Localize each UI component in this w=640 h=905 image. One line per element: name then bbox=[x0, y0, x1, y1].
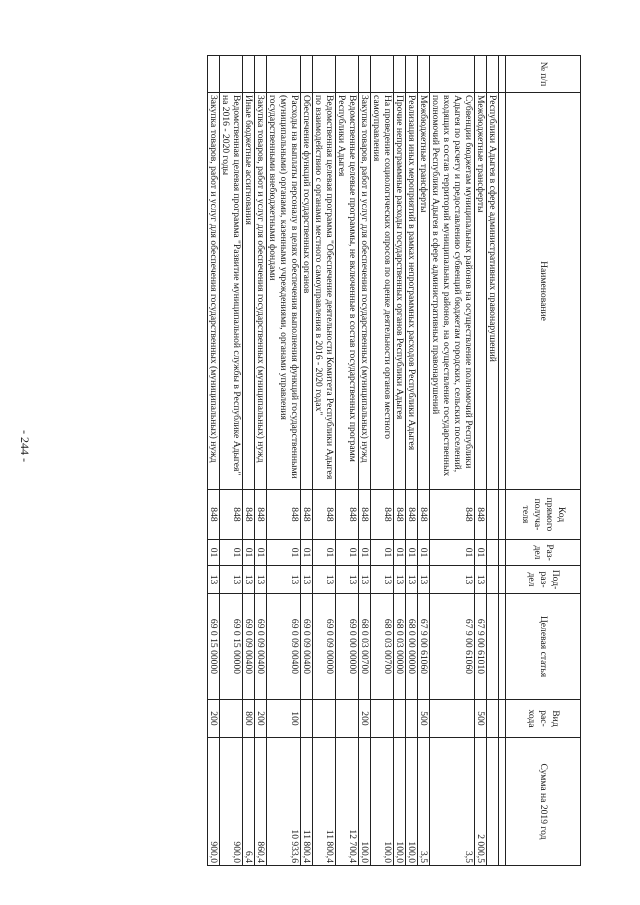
cell-name: Ведомственные целевые программы, не включенные в состав государственных программ Республики Адыгея bbox=[336, 93, 359, 490]
cell-razdel: 01 bbox=[418, 540, 430, 566]
cell-vid: 500 bbox=[475, 700, 487, 738]
cell-podrazdel: 13 bbox=[255, 566, 267, 594]
cell-target: 69 0 15 00000 bbox=[208, 594, 220, 700]
cell-code: 848 bbox=[418, 490, 430, 540]
table-row bbox=[475, 56, 487, 866]
cell-vid bbox=[336, 700, 359, 738]
cell-sum: 3,5 bbox=[430, 738, 475, 866]
cell-name: Закупка товаров, работ и услуг для обеспечения государственных (муниципальных) нужд bbox=[255, 93, 267, 490]
cell-target: 69 0 09 00400 bbox=[255, 594, 267, 700]
table-row bbox=[406, 56, 418, 866]
cell-vid: 100 bbox=[267, 700, 301, 738]
cell-code bbox=[487, 490, 499, 540]
cell-code: 848 bbox=[208, 490, 220, 540]
page-number: - 244 - bbox=[18, 430, 32, 462]
cell-vid: 200 bbox=[255, 700, 267, 738]
cell-name: Межбюджетные трансферты bbox=[418, 93, 430, 490]
cell-razdel: 01 bbox=[243, 540, 255, 566]
table-row bbox=[336, 56, 359, 866]
cell-vid: 200 bbox=[359, 700, 371, 738]
header-vid: Вид рас- хода bbox=[506, 700, 581, 738]
cell-razdel: 01 bbox=[359, 540, 371, 566]
table-row bbox=[430, 56, 475, 866]
cell-name: Иные бюджетные ассигнования bbox=[243, 93, 255, 490]
cell-num bbox=[220, 56, 243, 93]
cell-podrazdel: 13 bbox=[475, 566, 487, 594]
cell-podrazdel bbox=[487, 566, 499, 594]
cell-name: Прочие непрограммные расходы государственных органов Республики Адыгея bbox=[394, 93, 406, 490]
cell-sum: 900,0 bbox=[208, 738, 220, 866]
cell-vid: 500 bbox=[418, 700, 430, 738]
cell-target bbox=[487, 594, 499, 700]
cell-podrazdel: 13 bbox=[430, 566, 475, 594]
cell-code: 848 bbox=[220, 490, 243, 540]
table-row bbox=[371, 56, 394, 866]
cell-name: Республики Адыгея в сфере административных правонарушений bbox=[487, 93, 499, 490]
header-name: Наименование bbox=[506, 93, 581, 490]
cell-razdel: 01 bbox=[267, 540, 301, 566]
cell-name: Ведомственная целевая программа "Обеспечение деятельности Комитета Республики Адыгея по взаимодействию с органами местного самоуправления в 2016 - 2020 годах" bbox=[313, 93, 336, 490]
cell-razdel: 01 bbox=[301, 540, 313, 566]
cell-podrazdel: 13 bbox=[208, 566, 220, 594]
cell-num bbox=[406, 56, 418, 93]
cell-num bbox=[475, 56, 487, 93]
cell-target: 68 0 03 00700 bbox=[359, 594, 371, 700]
cell-name: Закупка товаров, работ и услуг для обеспечения государственных (муниципальных) нужд bbox=[359, 93, 371, 490]
table-row bbox=[359, 56, 371, 866]
cell-podrazdel: 13 bbox=[406, 566, 418, 594]
cell-razdel: 01 bbox=[394, 540, 406, 566]
cell-podrazdel: 13 bbox=[418, 566, 430, 594]
blank-row bbox=[499, 56, 506, 866]
cell-sum: 10 933,6 bbox=[267, 738, 301, 866]
cell-num bbox=[430, 56, 475, 93]
cell-num bbox=[313, 56, 336, 93]
rotated-table-container bbox=[123, 55, 581, 865]
cell-vid bbox=[371, 700, 394, 738]
cell-vid bbox=[301, 700, 313, 738]
cell-num bbox=[243, 56, 255, 93]
cell-razdel bbox=[487, 540, 499, 566]
cell-code: 848 bbox=[406, 490, 418, 540]
cell-sum: 100,0 bbox=[394, 738, 406, 866]
cell-num bbox=[487, 56, 499, 93]
header-row bbox=[506, 56, 581, 866]
cell-sum: 11 800,4 bbox=[313, 738, 336, 866]
cell-code: 848 bbox=[301, 490, 313, 540]
cell-target: 68 0 00 00000 bbox=[406, 594, 418, 700]
cell-target: 69 0 09 00400 bbox=[301, 594, 313, 700]
cell-code: 848 bbox=[394, 490, 406, 540]
cell-target: 69 0 09 00400 bbox=[267, 594, 301, 700]
budget-table bbox=[207, 55, 581, 866]
cell-name: Обеспечение функций государственных органов bbox=[301, 93, 313, 490]
cell-podrazdel: 13 bbox=[313, 566, 336, 594]
cell-vid bbox=[487, 700, 499, 738]
cell-razdel: 01 bbox=[475, 540, 487, 566]
header-sum: Сумма на 2019 год bbox=[506, 738, 581, 866]
cell-razdel: 01 bbox=[208, 540, 220, 566]
cell-num bbox=[301, 56, 313, 93]
header-razdel: Раз- дел bbox=[506, 540, 581, 566]
cell-name: Межбюджетные трансферты bbox=[475, 93, 487, 490]
cell-sum: 100,0 bbox=[406, 738, 418, 866]
cell-name: Ведомственная целевая программа "Развитие муниципальной службы в Республике Адыгея" на 2016 - 2020 годы bbox=[220, 93, 243, 490]
cell-podrazdel: 13 bbox=[394, 566, 406, 594]
cell-code: 848 bbox=[255, 490, 267, 540]
cell-sum: 860,4 bbox=[255, 738, 267, 866]
cell-sum: 3,5 bbox=[418, 738, 430, 866]
cell-name: Расходы на выплаты персоналу в целях обеспечения выполнения функций государственными (муниципальными) органами, казенными учреждениями, органами управления государственными внебюджетными фондами bbox=[267, 93, 301, 490]
cell-target: 69 0 15 00000 bbox=[220, 594, 243, 700]
table-row bbox=[220, 56, 243, 866]
cell-vid: 200 bbox=[208, 700, 220, 738]
cell-vid bbox=[406, 700, 418, 738]
table-row bbox=[243, 56, 255, 866]
header-target: Целевая статья bbox=[506, 594, 581, 700]
cell-razdel: 01 bbox=[313, 540, 336, 566]
cell-podrazdel: 13 bbox=[220, 566, 243, 594]
cell-code: 848 bbox=[267, 490, 301, 540]
cell-code: 848 bbox=[475, 490, 487, 540]
cell-razdel: 01 bbox=[430, 540, 475, 566]
cell-code: 848 bbox=[371, 490, 394, 540]
cell-sum bbox=[487, 738, 499, 866]
cell-razdel: 01 bbox=[406, 540, 418, 566]
table-body bbox=[208, 56, 499, 866]
cell-code: 848 bbox=[313, 490, 336, 540]
cell-vid: 800 bbox=[243, 700, 255, 738]
cell-target: 69 0 09 00400 bbox=[243, 594, 255, 700]
cell-sum: 11 800,4 bbox=[301, 738, 313, 866]
cell-target: 68 0 03 00700 bbox=[371, 594, 394, 700]
cell-name: Субвенции бюджетам муниципальных районов на осуществление полномочий Республики Адыгея по расчету и предоставлению субвенций бюджетам городских, сельских поселений, входящих в состав территорий муниципальных районов, на осуществление государственных полномочий Республики Адыгея в сфере административных правонарушений bbox=[430, 93, 475, 490]
cell-podrazdel: 13 bbox=[336, 566, 359, 594]
cell-target: 67 9 00 61010 bbox=[475, 594, 487, 700]
cell-razdel: 01 bbox=[220, 540, 243, 566]
cell-razdel: 01 bbox=[255, 540, 267, 566]
cell-num bbox=[255, 56, 267, 93]
cell-code: 848 bbox=[430, 490, 475, 540]
cell-name: На проведение социологических опросов по оценке деятельности органов местного самоуправления bbox=[371, 93, 394, 490]
cell-code: 848 bbox=[336, 490, 359, 540]
table-row bbox=[267, 56, 301, 866]
table-row bbox=[418, 56, 430, 866]
cell-target: 67 9 00 61060 bbox=[418, 594, 430, 700]
cell-target: 68 0 03 00000 bbox=[394, 594, 406, 700]
cell-target: 69 0 09 00000 bbox=[313, 594, 336, 700]
cell-name: Реализация иных мероприятий в рамках непрограммных расходов Республики Адыгея bbox=[406, 93, 418, 490]
cell-name: Закупка товаров, работ и услуг для обеспечения государственных (муниципальных) нужд bbox=[208, 93, 220, 490]
cell-razdel: 01 bbox=[371, 540, 394, 566]
cell-razdel: 01 bbox=[336, 540, 359, 566]
cell-vid bbox=[430, 700, 475, 738]
cell-podrazdel: 13 bbox=[243, 566, 255, 594]
table-row bbox=[208, 56, 220, 866]
cell-num bbox=[418, 56, 430, 93]
table-row bbox=[255, 56, 267, 866]
cell-code: 848 bbox=[243, 490, 255, 540]
table-row bbox=[487, 56, 499, 866]
cell-podrazdel: 13 bbox=[267, 566, 301, 594]
cell-vid bbox=[394, 700, 406, 738]
cell-num bbox=[359, 56, 371, 93]
cell-sum: 12 700,4 bbox=[336, 738, 359, 866]
cell-num bbox=[336, 56, 359, 93]
cell-podrazdel: 13 bbox=[301, 566, 313, 594]
cell-num bbox=[267, 56, 301, 93]
cell-num bbox=[394, 56, 406, 93]
cell-sum: 2 000,5 bbox=[475, 738, 487, 866]
table-row bbox=[301, 56, 313, 866]
header-code: Код прямого получа- теля bbox=[506, 490, 581, 540]
cell-vid bbox=[313, 700, 336, 738]
cell-target: 67 9 00 61060 bbox=[430, 594, 475, 700]
cell-num bbox=[371, 56, 394, 93]
cell-vid bbox=[220, 700, 243, 738]
table-row bbox=[394, 56, 406, 866]
cell-target: 69 0 00 00000 bbox=[336, 594, 359, 700]
cell-code: 848 bbox=[359, 490, 371, 540]
cell-sum: 6,4 bbox=[243, 738, 255, 866]
cell-sum: 900,0 bbox=[220, 738, 243, 866]
cell-sum: 100,0 bbox=[359, 738, 371, 866]
cell-num bbox=[208, 56, 220, 93]
table-row bbox=[313, 56, 336, 866]
cell-podrazdel: 13 bbox=[371, 566, 394, 594]
cell-sum: 100,0 bbox=[371, 738, 394, 866]
cell-podrazdel: 13 bbox=[359, 566, 371, 594]
header-podrazdel: Под- раз- дел bbox=[506, 566, 581, 594]
header-num: № п/п bbox=[506, 56, 581, 93]
